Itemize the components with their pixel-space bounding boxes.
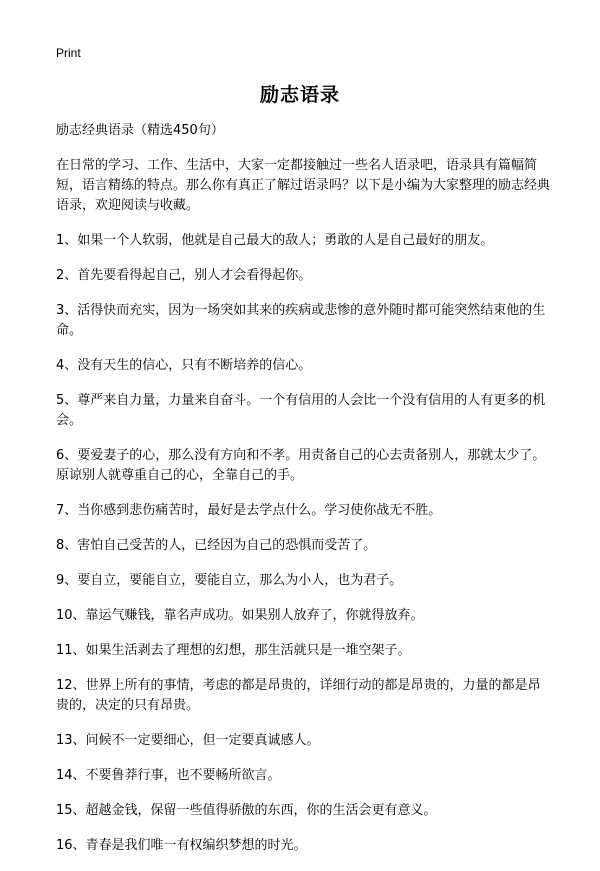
quote-item: 9、要自立，要能自立，要能自立，那么为小人，也为君子。 xyxy=(56,573,403,588)
quote-item: 11、如果生活剥去了理想的幻想，那生活就只是一堆空架子。 xyxy=(56,643,411,658)
quote-item: 12、世界上所有的事情，考虑的都是昂贵的，详细行动的都是昂贵的，力量的都是昂贵的，决定的只有昂贵。 xyxy=(56,678,541,713)
quote-item: 6、要爱妻子的心，那么没有方向和不孝。用责备自己的心去责备别人，那就太少了。原谅别人就尊重自己的心，全靠自己的手。 xyxy=(56,448,546,483)
quote-item: 8、害怕自己受苦的人，已经因为自己的恐惧而受苦了。 xyxy=(56,538,377,553)
print-link[interactable]: Print xyxy=(56,46,81,60)
quote-item: 3、活得快而充实，因为一场突如其来的疾病或悲惨的意外随时都可能突然结束他的生命。 xyxy=(56,303,546,338)
document-subtitle: 励志经典语录（精选450句） xyxy=(56,123,224,138)
quote-item: 4、没有天生的信心，只有不断培养的信心。 xyxy=(56,358,312,373)
document-body xyxy=(56,121,551,871)
quote-item: 2、首先要看得起自己，别人才会看得起你。 xyxy=(56,268,312,283)
quote-item: 15、超越金钱，保留一些值得骄傲的东西，你的生活会更有意义。 xyxy=(56,803,437,818)
intro-paragraph: 在日常的学习、工作、生活中，大家一定都接触过一些名人语录吧，语录具有篇幅简短，语言精练的特点。那么你有真正了解过语录吗？以下是小编为大家整理的励志经典语录，欢迎阅读与收藏。 xyxy=(56,158,551,213)
quote-item: 5、尊严来自力量，力量来自奋斗。一个有信用的人会比一个没有信用的人有更多的机会。 xyxy=(56,393,546,428)
document-title: 励志语录 xyxy=(259,84,340,106)
quote-item: 10、靠运气赚钱，靠名声成功。如果别人放弃了，你就得放弃。 xyxy=(56,608,424,623)
quote-item: 7、当你感到悲伤痛苦时，最好是去学点什么。学习使你战无不胜。 xyxy=(56,503,442,518)
quote-item: 16、青春是我们唯一有权编织梦想的时光。 xyxy=(56,838,307,853)
quote-item: 13、问候不一定要细心，但一定要真诚感人。 xyxy=(56,733,320,748)
quote-item: 1、如果一个人软弱，他就是自己最大的敌人；勇敢的人是自己最好的朋友。 xyxy=(56,233,494,248)
quote-item: 14、不要鲁莽行事，也不要畅所欲言。 xyxy=(56,768,281,783)
